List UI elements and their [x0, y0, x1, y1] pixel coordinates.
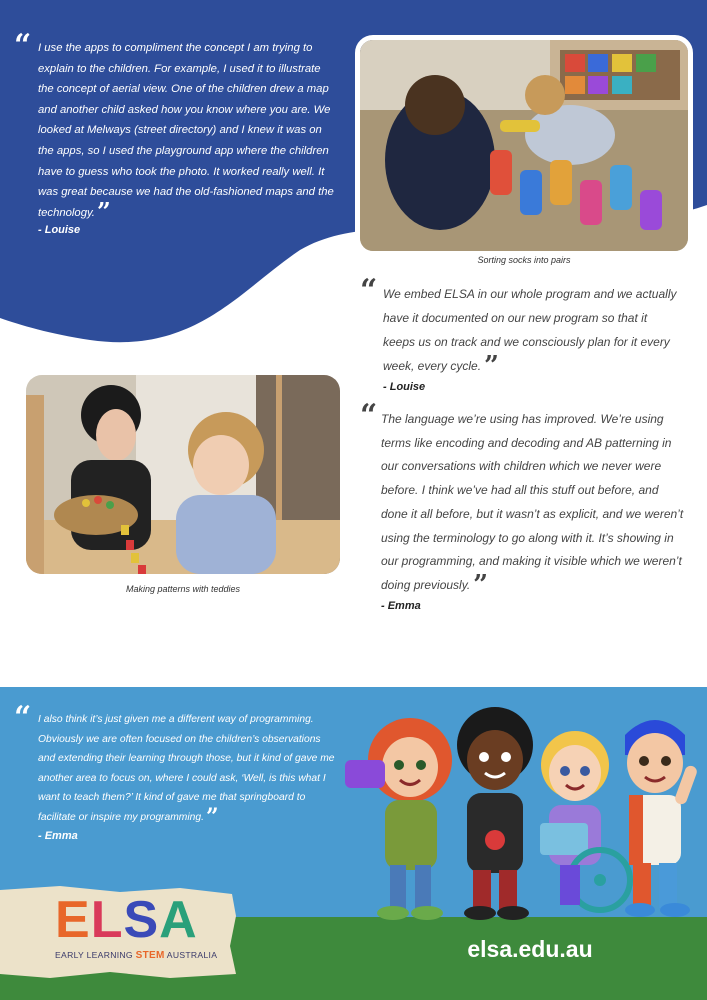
quote-author: - Louise: [38, 224, 81, 237]
quote-author: - Louise: [383, 380, 426, 393]
quote-body: We embed ELSA in our whole program and we actually have it documented on our new program so that it keeps us on track and we consciously plan for it every week, every cycle.: [383, 287, 677, 373]
teddies-illustration: [26, 375, 340, 574]
caption-sorting-socks: Sorting socks into pairs: [477, 255, 571, 265]
close-quote-icon: ”: [473, 569, 489, 600]
logo-letter-a: A: [159, 891, 198, 949]
cartoon-children-illustration: [335, 705, 707, 925]
quote-body: I use the apps to compliment the concept I am trying to explain to the children. For example, I used it to illustrate the concept of aerial view. One of the children drew a map and another child asked how you know where you are. We looked at Melways (street directory) and I knew it was on the apps, so I used the playground app where the children have to guess who took the photo. It worked really well. It was great because we had the old-fashioned maps and the technology.: [38, 42, 334, 219]
character-red-hair-girl: [345, 718, 452, 920]
logo-letter-s: S: [123, 891, 160, 949]
elsa-wordmark: [55, 892, 198, 948]
quote-text: [362, 283, 682, 379]
open-quote-icon: “: [360, 398, 378, 433]
character-wheelchair-girl: [540, 731, 630, 910]
character-blue-hair-boy: [625, 720, 698, 917]
tagline-stem: STEM: [135, 950, 165, 961]
quote-louise-program: [360, 273, 682, 393]
quote-text: [18, 38, 338, 226]
close-quote-icon: ”: [96, 196, 111, 226]
open-quote-icon: “: [14, 28, 32, 63]
photo-sorting-socks: [355, 35, 693, 256]
quote-louise-apps: [14, 28, 338, 237]
quote-text: [18, 710, 338, 828]
caption-making-patterns: Making patterns with teddies: [125, 584, 241, 594]
elsa-logo: [0, 886, 238, 980]
logo-letter-e: E: [55, 891, 91, 949]
quote-body: I also think it’s just given me a different way of programming. Obviously we are often focused on the children’s observations and extending their learning through those, but it kind of gave me another area to focus on, where I could ask, ‘Well, is this what I want to teach them?’ It kind of gave me that springboard to facilitate or inspire my programming.: [38, 714, 335, 823]
website-link[interactable]: elsa.edu.au: [467, 936, 593, 962]
logo-letter-l: L: [90, 891, 124, 949]
character-curly-hair-boy: [457, 707, 533, 920]
elsa-tagline: [55, 950, 217, 961]
open-quote-icon: “: [14, 700, 32, 735]
quote-text: [362, 408, 687, 598]
quote-emma-programming: [14, 700, 338, 842]
tagline-part: AUSTRALIA: [164, 950, 218, 960]
close-quote-icon: ”: [484, 350, 500, 381]
quote-body: The language we’re using has improved. We’re using terms like encoding and decoding and AB patterning in our conversations with children which we never were before. I think we’ve had all this stuff out before, and done it all before, but it wasn’t as explicit, and we weren’t using the terminology to go along with it. It’s showing in our programming, and making it visible which we weren’t doing previously.: [381, 412, 684, 592]
close-quote-icon: ”: [205, 803, 219, 830]
quote-author: - Emma: [38, 829, 78, 842]
open-quote-icon: “: [360, 273, 378, 308]
quote-emma-language: [360, 398, 687, 612]
photo-making-patterns: [26, 375, 340, 574]
quote-author: - Emma: [381, 599, 421, 612]
tagline-part: EARLY LEARNING: [55, 950, 136, 960]
socks-illustration: [360, 40, 688, 251]
